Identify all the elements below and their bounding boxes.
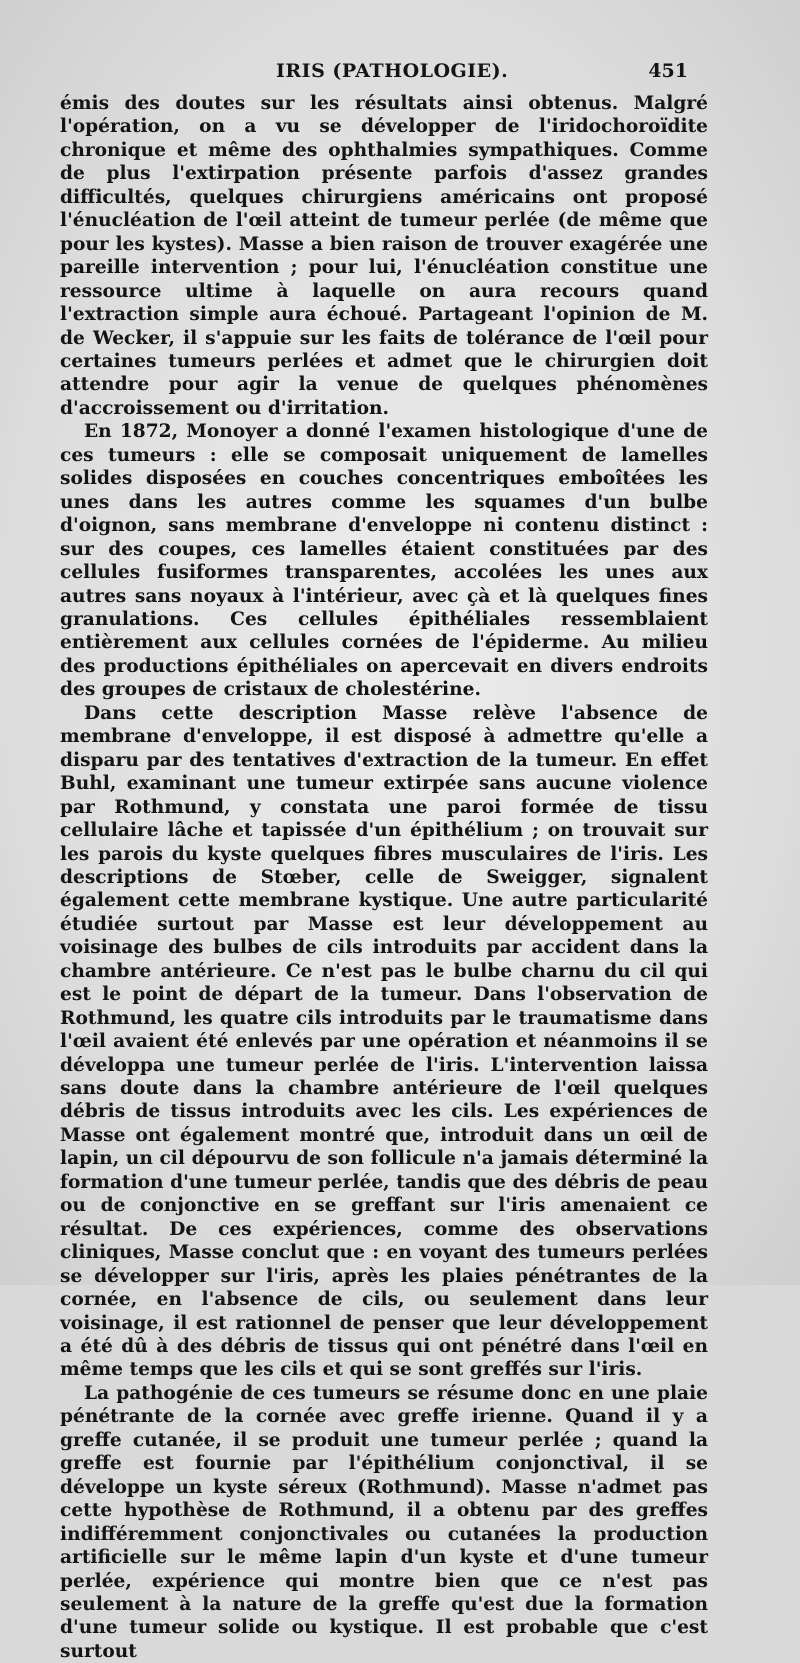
running-head-title: IRIS (PATHOLOGIE). (276, 60, 509, 82)
page-number: 451 (648, 60, 688, 82)
paragraph-pathogenie: La pathogénie de ces tumeurs se résume donc en une plaie pénétrante de la cornée avec greffe irienne. Quand il y a greffe cutanée, il se produit une tumeur perlée ; quand la greffe est fournie par l'épithélium conjonctival, il se développe un kyste séreux (Rothmund). Masse n'admet pas cette hypothèse de Rothmund, il a obtenu par des greffes indifféremment conjonctivales ou cutanées la production artificielle sur le même lapin d'un kyste et d'une tumeur perlée, expérience qui montre bien que ce n'est pas seulement à la nature de la greffe qu'est due la formation d'une tumeur solide ou kystique. Il est probable que c'est surtout (60, 1382, 708, 1662)
body-text (60, 92, 708, 1663)
paragraph-monoyer: En 1872, Monoyer a donné l'examen histologique d'une de ces tumeurs : elle se composait uniquement de lamelles solides disposées en couches concentriques emboîtées les unes dans les autres comme les squames d'un bulbe d'oignon, sans membrane d'enveloppe ni contenu distinct : sur des coupes, ces lamelles étaient constituées par des cellules fusiformes transparentes, accolées les unes aux autres sans noyaux à l'intérieur, avec çà et là quelques fines granulations. Ces cellules épithéliales ressemblaient entièrement aux cellules cornées de l'épiderme. Au milieu des productions épithéliales on apercevait en divers endroits des groupes de cristaux de cholestérine. (60, 421, 708, 701)
paragraph-continuation: émis des doutes sur les résultats ainsi obtenus. Malgré l'opération, on a vu se développer de l'iridochoroïdite chronique et même des ophthalmies sympathiques. Comme de plus l'extirpation présente parfois d'assez grandes difficultés, quelques chirurgiens américains ont proposé l'énucléation de l'œil atteint de tumeur perlée (de même que pour les kystes). Masse a bien raison de trouver exagérée une pareille intervention ; pour lui, l'énucléation constitue une ressource ultime à laquelle on aura recours quand l'extraction simple aura échoué. Partageant l'opinion de M. de Wecker, il s'appuie sur les faits de tolérance de l'œil pour certaines tumeurs perlées et admet que le chirurgien doit attendre pour agir la venue de quelques phénomènes d'accroissement ou d'irritation. (60, 93, 708, 419)
running-head (0, 60, 800, 90)
paragraph-masse-description: Dans cette description Masse relève l'absence de membrane d'enveloppe, il est disposé à admettre qu'elle a disparu par des tentatives d'extraction de la tumeur. En effet Buhl, examinant une tumeur extirpée sans aucune violence par Rothmund, y constata une paroi formée de tissu cellulaire lâche et tapissée d'un épithélium ; on trouvait sur les parois du kyste quelques fibres musculaires de l'iris. Les descriptions de Stœber, celle de Sweigger, signalent également cette membrane kystique. Une autre particularité étudiée surtout par Masse est leur développement au voisinage des bulbes de cils introduits par accident dans la chambre antérieure. Ce n'est pas le bulbe charnu du cil qui est le point de départ de la tumeur. Dans l'observation de Rothmund, les quatre cils introduits par le traumatisme dans l'œil avaient été enlevés par une opération et néanmoins il se développa une tumeur perlée de l'iris. L'intervention laissa sans doute dans la chambre antérieure de l'œil quelques débris de tissus introduits avec les cils. Les expériences de Masse ont également montré que, introduit dans un œil de lapin, un cil dépourvu de son follicule n'a jamais déterminé la formation d'une tumeur perlée, tandis que des débris de peau ou de conjonctive en se greffant sur l'iris amenaient ce résultat. De ces expériences, comme des observations cliniques, Masse conclut que : en voyant des tumeurs perlées se développer sur l'iris, après les plaies pénétrantes de la cornée, en l'absence de cils, ou seulement dans leur voisinage, il est rationnel de penser que leur développement a été dû à des débris de tissus qui ont pénétré dans l'œil en même temps que les cils et qui se sont greffés sur l'iris. (60, 702, 708, 1381)
